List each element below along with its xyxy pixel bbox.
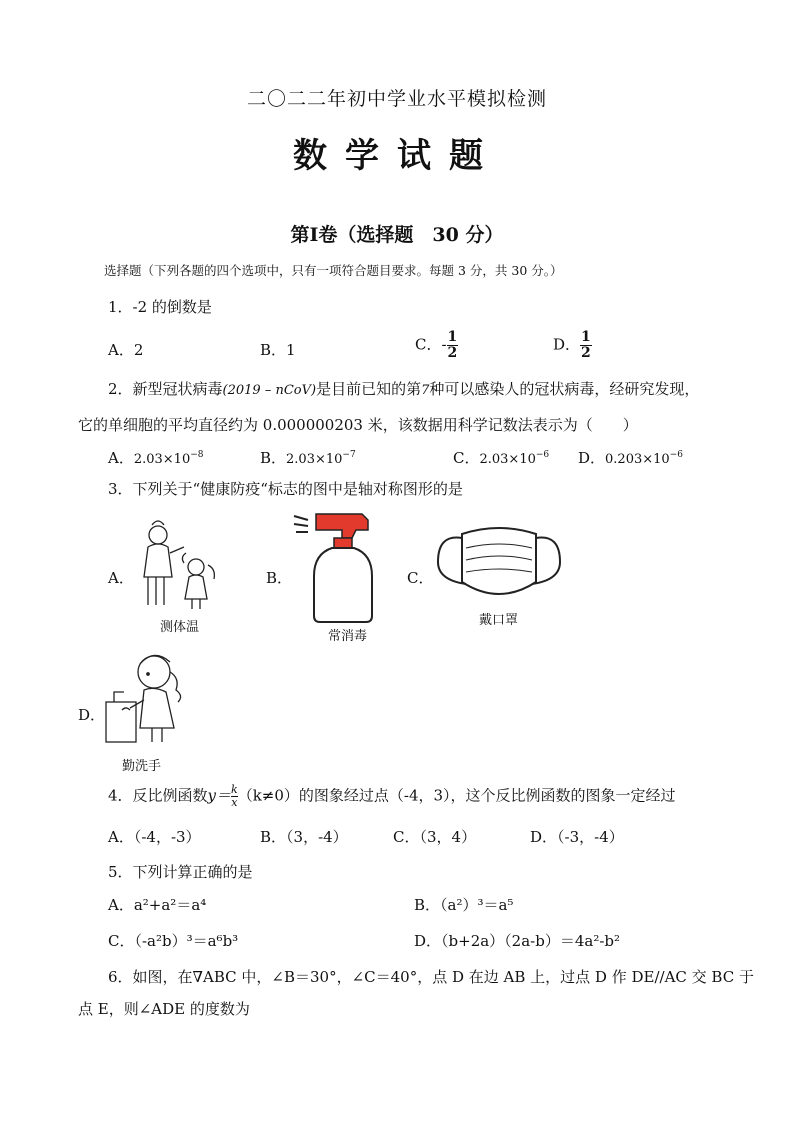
q4-stem: 4．反比例函数y＝ $\frac{k}{x}$ （k≠0）的图象经过点（-4，3），这个反比例函数的图象一定经过 [108, 783, 676, 809]
q5-stem: 5．下列计算正确的是 [108, 863, 253, 881]
spray-bottle-icon [290, 508, 380, 624]
face-mask-icon [436, 524, 562, 604]
q1-option-a: A．2 [108, 341, 144, 359]
q4-option-b: B．（3，-4） [260, 828, 348, 846]
q1-option-b: B．1 [260, 341, 296, 359]
q5-option-a: A．a²+a²＝a⁴ [108, 896, 207, 914]
exam-title: 数学试题 [293, 136, 501, 176]
q4-option-d: D．（-3，-4） [530, 828, 624, 846]
q3-stem: 3．下列关于“健康防疫“标志的图中是轴对称图形的是 [108, 480, 463, 498]
q2-line1: 2．新型冠状病毒(2019 – nCoV)是目前已知的第7种可以感染人的冠状病毒，经研究发现， [108, 380, 700, 398]
q1-option-d: D． $\frac{1}{2}$ [553, 329, 591, 361]
thermometer-check-icon [134, 515, 222, 615]
q4-option-c: C．（3，4） [393, 828, 477, 846]
q5-option-c: C．（-a²b）³＝a⁶b³ [108, 932, 239, 950]
instructions: 选择题（下列各题的四个选项中，只有一项符合题目要求。每题 3 分，共 30 分。） [104, 263, 563, 278]
q3-caption-a: 测体温 [160, 620, 200, 635]
q3-caption-d: 勤洗手 [122, 759, 162, 774]
section-title: 第Ⅰ卷（选择题 30 分） [290, 224, 504, 246]
q6-line2: 点 E，则∠ADE 的度数为 [78, 1000, 250, 1018]
exam-header: 二〇二二年初中学业水平模拟检测 [246, 88, 547, 110]
q3-option-c-label: C． [407, 569, 434, 587]
q3-option-b-label: B． [266, 569, 293, 587]
q4-option-a: A．（-4，-3） [108, 828, 201, 846]
q2-option-a: A．$2.03\times 10^{-8}$ [108, 449, 204, 467]
q3-option-d-label: D． [78, 706, 106, 724]
q6-line1: 6．如图，在∇ABC 中，∠B＝30°，∠C＝40°，点 D 在边 AB 上，过点 D 作 DE//AC 交 BC 于 [108, 968, 754, 986]
q5-option-b: B．（a²）³＝a⁵ [414, 896, 514, 914]
hand-washing-icon [104, 650, 188, 746]
q3-caption-c: 戴口罩 [479, 613, 519, 628]
q1-option-c: C．- $\frac{1}{2}$ [415, 329, 458, 361]
q2-option-c: C．$2.03\times 10^{-6}$ [453, 449, 550, 467]
q2-line2: 它的单细胞的平均直径约为 0.000000203 米，该数据用科学记数法表示为（ ） [78, 416, 638, 434]
q2-option-b: B．$2.03\times 10^{-7}$ [260, 449, 356, 467]
q3-option-a-label: A． [108, 569, 134, 587]
q3-caption-b: 常消毒 [328, 629, 368, 644]
q2-option-d: D．$0.203\times 10^{-6}$ [578, 449, 683, 467]
q5-option-d: D．（b+2a）（2a-b）＝4a²-b² [414, 932, 621, 950]
q1-stem: 1．-2 的倒数是 [108, 298, 212, 316]
